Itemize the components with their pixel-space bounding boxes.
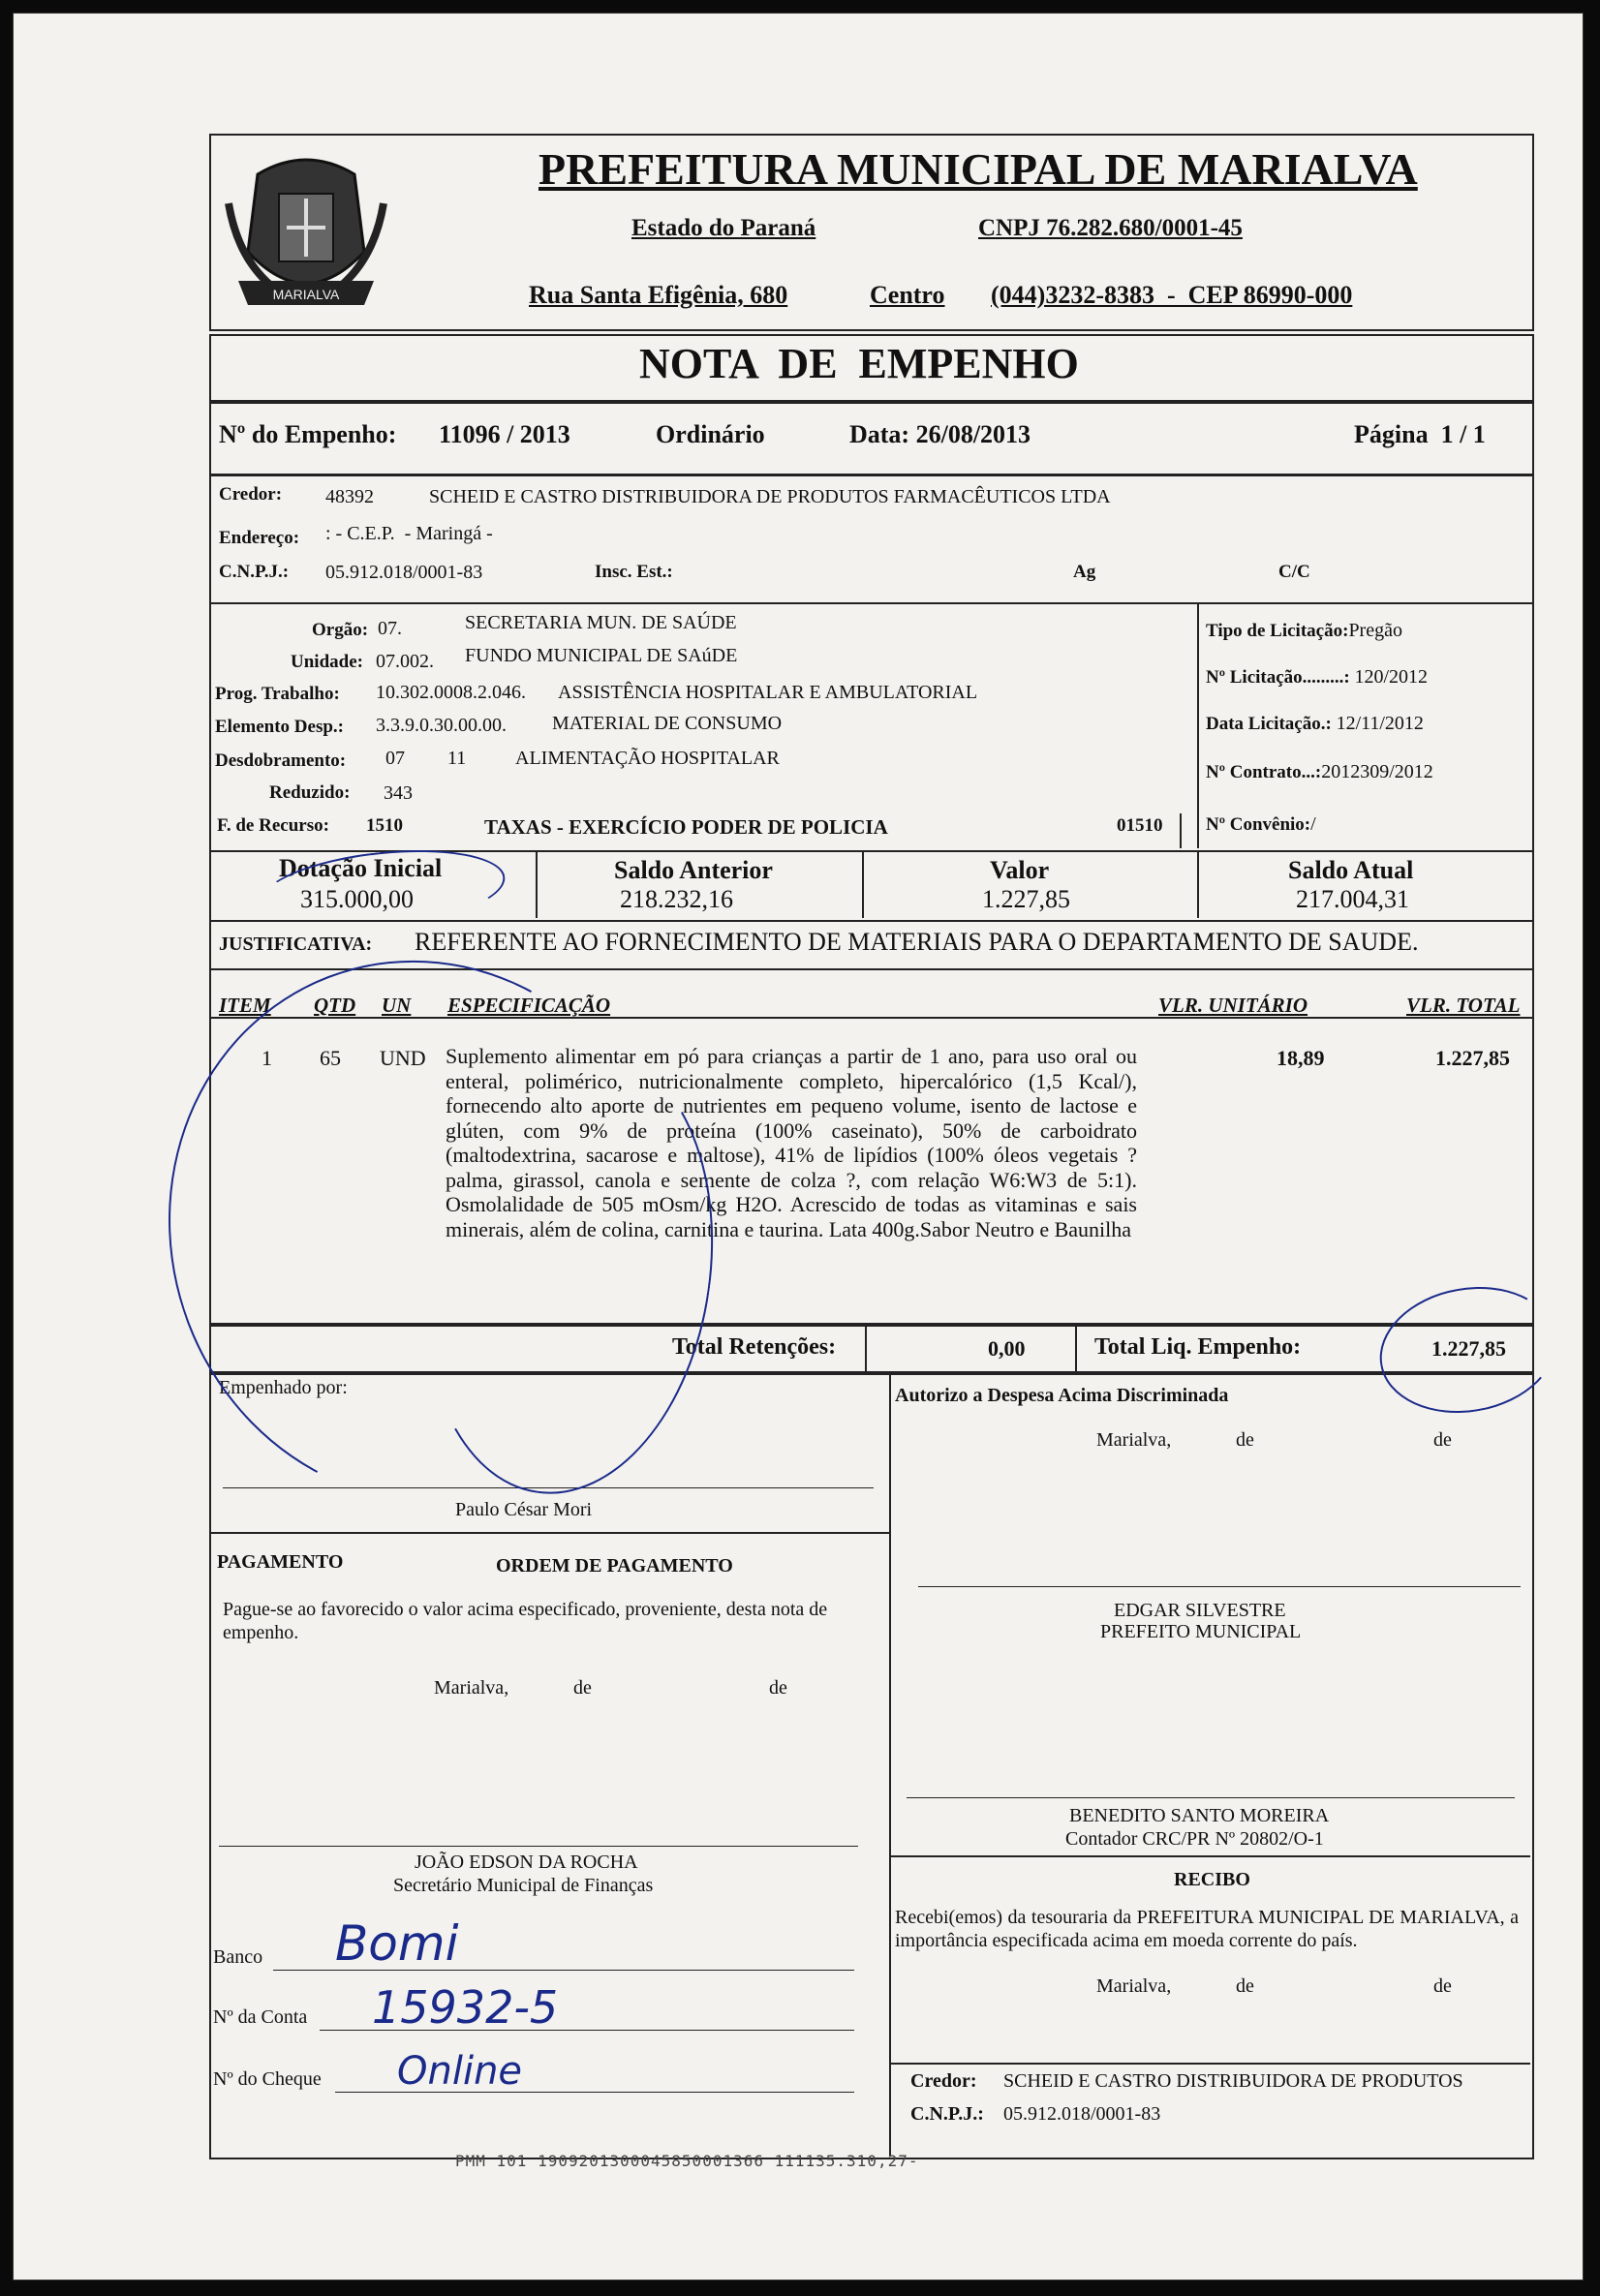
valores-div-2: [862, 850, 864, 918]
cc-label: C/C: [1278, 562, 1310, 582]
orgao-code: 07.: [378, 618, 402, 639]
recurso-label: F. de Recurso:: [217, 815, 329, 836]
dotacao-label: Dotação Inicial: [279, 854, 443, 882]
item-number: 1: [262, 1046, 272, 1070]
credor-footer-value: SCHEID E CASTRO DISTRIBUIDORA DE PRODUTOS: [1003, 2070, 1463, 2092]
prefeito-name: EDGAR SILVESTRE: [1114, 1600, 1286, 1621]
contrato-label: Nº Contrato...:2012309/2012: [1206, 761, 1433, 782]
saldo-anterior-value: 218.232,16: [620, 885, 733, 913]
saldo-atual-value: 217.004,31: [1296, 885, 1409, 913]
secretario-title: Secretário Municipal de Finanças: [393, 1875, 654, 1896]
recibo-city: Marialva,: [1096, 1975, 1172, 1997]
valores-div-1: [536, 850, 538, 918]
cnpj-label: C.N.P.J.:: [219, 562, 290, 582]
elem-code: 3.3.9.0.30.00.00.: [376, 715, 507, 736]
desd-label: Desdobramento:: [215, 750, 347, 771]
empenho-label: Nº do Empenho:: [219, 420, 397, 448]
conta-label: Nº da Conta: [213, 2006, 308, 2028]
recurso-num: 01510: [1117, 815, 1163, 836]
prefeito-sign-line: [918, 1586, 1521, 1587]
pagamento-de2: de: [769, 1677, 787, 1699]
secretario-sign-line: [219, 1846, 858, 1847]
contador-title: Contador CRC/PR Nº 20802/O-1: [1065, 1828, 1324, 1850]
recibo-label: RECIBO: [1174, 1869, 1250, 1890]
justificativa-label: JUSTIFICATIVA:: [219, 934, 373, 955]
empenhado-rule: [209, 1532, 889, 1534]
num-licitacao-value: 120/2012: [1354, 666, 1429, 688]
reduzido-label: Reduzido:: [269, 782, 351, 803]
credor-label: Credor:: [219, 484, 283, 505]
endereco-label: Endereço:: [219, 528, 300, 548]
doc-title: NOTA DE EMPENHO: [639, 340, 1079, 387]
tipo-licitacao-label: Tipo de Licitação:Pregão: [1206, 620, 1402, 641]
desd-value: ALIMENTAÇÃO HOSPITALAR: [515, 748, 780, 769]
header-cnpj: CNPJ 76.282.680/0001-45: [978, 215, 1243, 241]
endereco-value: : - C.E.P. - Maringá -: [325, 523, 493, 544]
prog-code: 10.302.0008.2.046.: [376, 682, 526, 703]
convenio-label: Nº Convênio:/: [1206, 813, 1316, 835]
valores-div-3: [1197, 850, 1199, 918]
data-licitacao-label: Data Licitação.: 12/11/2012: [1206, 713, 1424, 734]
col-especificacao: ESPECIFICAÇÃO: [447, 994, 611, 1017]
pagamento-text: Pague-se ao favorecido o valor acima especificado, proveniente, desta nota de empenho.: [223, 1599, 828, 1643]
machine-stamp: PMM 101 1909201300045850001366 111135.310,27-: [455, 2152, 919, 2170]
cnpj-footer-value: 05.912.018/0001-83: [1003, 2103, 1161, 2125]
recibo-rule-top: [889, 1855, 1530, 1857]
secretario-name: JOÃO EDSON DA ROCHA: [415, 1852, 638, 1873]
item-qtd: 65: [320, 1046, 341, 1070]
cnpj-value: 05.912.018/0001-83: [325, 562, 483, 583]
elem-label: Elemento Desp.:: [215, 717, 344, 737]
saldo-atual-label: Saldo Atual: [1288, 856, 1414, 884]
data-licitacao-value: 12/11/2012: [1336, 713, 1424, 734]
liq-value: 1.227,85: [1431, 1336, 1506, 1361]
recurso-code: 1510: [366, 815, 403, 836]
item-un: UND: [380, 1046, 426, 1070]
saldo-anterior-label: Saldo Anterior: [614, 856, 773, 884]
item-vlr-total: 1.227,85: [1435, 1046, 1510, 1070]
unidade-value: FUNDO MUNICIPAL DE SAúDE: [465, 645, 738, 666]
recurso-divider: [1180, 813, 1182, 848]
header-phone-cep: (044)3232-8383 - CEP 86990-000: [991, 281, 1353, 309]
prog-label: Prog. Trabalho:: [215, 684, 340, 704]
valor-value: 1.227,85: [982, 885, 1070, 913]
prog-value: ASSISTÊNCIA HOSPITALAR E AMBULATORIAL: [558, 682, 978, 703]
credor-footer-rule: [889, 2063, 1530, 2065]
empenho-tipo: Ordinário: [656, 420, 765, 448]
tipo-licitacao-value: Pregão: [1348, 620, 1402, 641]
licitacao-divider: [1197, 602, 1199, 848]
contador-name: BENEDITO SANTO MOREIRA: [1069, 1805, 1330, 1826]
retencoes-value: 0,00: [988, 1336, 1026, 1361]
header-centro: Centro: [870, 281, 945, 309]
autorizo-de1: de: [1236, 1429, 1254, 1451]
autorizo-label: Autorizo a Despesa Acima Discriminada: [895, 1385, 1229, 1406]
cheque-label: Nº do Cheque: [213, 2068, 322, 2090]
totais-div-1: [865, 1325, 867, 1371]
empenho-pagina: Página 1 / 1: [1354, 420, 1486, 448]
recibo-de2: de: [1433, 1975, 1452, 1997]
recibo-text: Recebi(emos) da tesouraria da PREFEITURA MUNICIPAL DE MARIALVA, a importância especificada acima em moeda corrente do país.: [895, 1907, 1519, 1951]
valor-label: Valor: [990, 856, 1050, 884]
reduzido-value: 343: [384, 782, 413, 804]
elem-value: MATERIAL DE CONSUMO: [552, 713, 783, 734]
ordem-pagamento-label: ORDEM DE PAGAMENTO: [496, 1555, 733, 1577]
dotacao-value: 315.000,00: [300, 885, 414, 913]
retencoes-label: Total Retenções:: [672, 1334, 837, 1360]
cheque-handwriting: Online: [397, 2049, 523, 2094]
recurso-value: TAXAS - EXERCÍCIO PODER DE POLICIA: [484, 815, 888, 839]
credor-name: SCHEID E CASTRO DISTRIBUIDORA DE PRODUTOS FARMACÊUTICOS LTDA: [429, 486, 1111, 507]
orgao-label: Orgão:: [312, 620, 369, 640]
pagamento-city: Marialva,: [434, 1677, 509, 1699]
convenio-value: /: [1310, 813, 1316, 835]
orgao-value: SECRETARIA MUN. DE SAÚDE: [465, 612, 737, 633]
pagamento-label: PAGAMENTO: [217, 1551, 344, 1573]
conta-handwriting: 15932-5: [372, 1981, 559, 2034]
unidade-label: Unidade:: [291, 652, 363, 672]
prefeito-title: PREFEITO MUNICIPAL: [1100, 1621, 1302, 1642]
ag-label: Ag: [1073, 562, 1096, 582]
credor-footer-label: Credor:: [910, 2070, 977, 2092]
municipal-crest: [219, 145, 393, 324]
header-title: PREFEITURA MUNICIPAL DE MARIALVA: [538, 144, 1418, 194]
empenho-number: 11096 / 2013: [439, 420, 570, 448]
autorizo-city: Marialva,: [1096, 1429, 1172, 1451]
col-vlr-unitario: VLR. UNITÁRIO: [1158, 994, 1308, 1017]
unidade-code: 07.002.: [376, 651, 434, 672]
crest-band-text: MARIALVA: [272, 287, 340, 302]
desd-b: 11: [447, 748, 467, 769]
totais-div-2: [1075, 1325, 1077, 1371]
banco-handwriting: Bomi: [335, 1915, 459, 1972]
cnpj-footer-label: C.N.P.J.:: [910, 2103, 984, 2125]
col-item: ITEM: [219, 994, 271, 1017]
banco-label: Banco: [213, 1946, 263, 1968]
contador-sign-line: [907, 1797, 1515, 1798]
contrato-value: 2012309/2012: [1321, 761, 1433, 782]
justificativa-text: REFERENTE AO FORNECIMENTO DE MATERIAIS PARA O DEPARTAMENTO DE SAUDE.: [415, 928, 1419, 956]
pagamento-de1: de: [573, 1677, 592, 1699]
insc-label: Insc. Est.:: [595, 562, 673, 582]
item-vlr-unitario: 18,89: [1277, 1046, 1325, 1070]
empenhado-name: Paulo César Mori: [455, 1499, 593, 1520]
lower-divider: [889, 1373, 891, 2156]
empenhado-label: Empenhado por:: [219, 1377, 348, 1398]
col-vlr-total: VLR. TOTAL: [1406, 994, 1521, 1017]
desd-a: 07: [385, 748, 405, 769]
liq-label: Total Liq. Empenho:: [1094, 1334, 1302, 1360]
recibo-de1: de: [1236, 1975, 1254, 1997]
num-licitacao-label: Nº Licitação.........: 120/2012: [1206, 666, 1429, 688]
item-description: Suplemento alimentar em pó para crianças a partir de 1 ano, para uso oral ou enteral, polimérico, nutricionalmente completo, hipercalórico (1,5 Kcal/), fornecendo alto aporte de nutrientes em pequeno volume, isento de lactose e glúten, com 9% de proteína (100% caseinato), 50% de carboidrato (maltodextrina, sacarose e maltose), 41% de lipídios (100% óleos vegetais ? palma, girassol, canola e semente de colza ?, com relação W6:W3 de 5:1). Osmolalidade de 505 mOsm/kg H2O. Acrescido de todas as vitaminas e sais minerais, além de colina, carnitina e taurina. Lata 400g.Sabor Neutro e Baunilha: [446, 1044, 1137, 1241]
col-qtd: QTD: [314, 994, 356, 1017]
header-rua: Rua Santa Efigênia, 680: [529, 281, 788, 309]
empenho-data: Data: 26/08/2013: [849, 420, 1031, 448]
credor-code: 48392: [325, 486, 374, 507]
header-estado: Estado do Paraná: [631, 215, 816, 241]
autorizo-de2: de: [1433, 1429, 1452, 1451]
col-un: UN: [382, 994, 412, 1017]
